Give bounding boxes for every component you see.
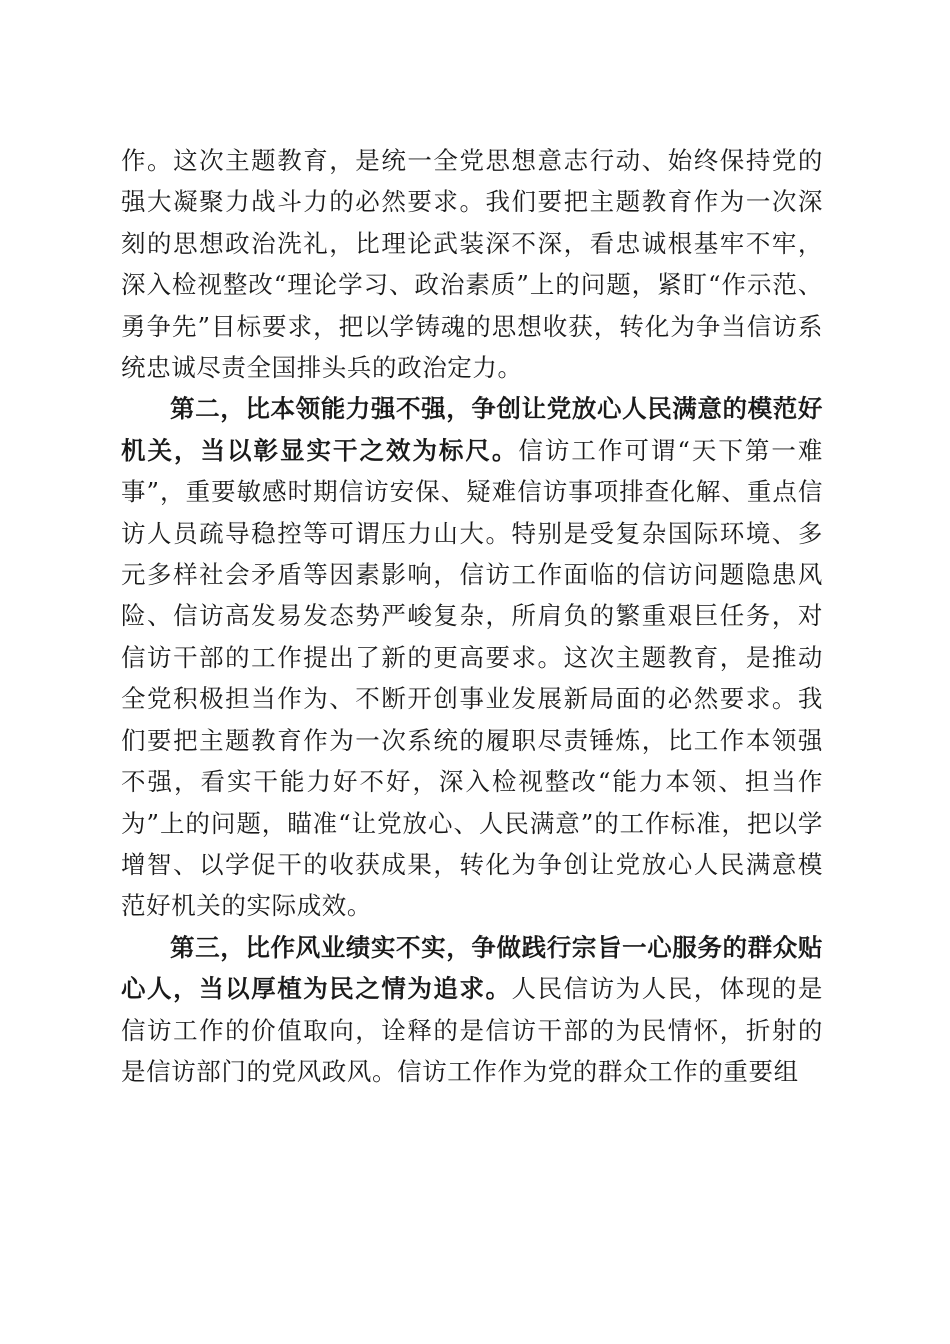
- paragraph-2-lead: 第二，比本领能力强不强，争创让党放心人民满意的模范好机关，当以彰显实干之效为标尺。: [121, 394, 823, 465]
- paragraph-1: [121, 140, 823, 388]
- paragraph-3-lead: 第三，比作风业绩实不实，争做践行宗旨一心服务的群众贴心人，当以厚植为民之情为追求。: [121, 932, 823, 1004]
- paragraph-1-text: 作。这次主题教育，是统一全党思想意志行动、始终保持党的强大凝聚力战斗力的必然要求。我们要把主题教育作为一次深刻的思想政治洗礼，比理论武装深不深，看忠诚根基牢不牢，深入检视整改“理论学习、政治素质”上的问题，紧盯“作示范、勇争先”目标要求，把以学铸魂的思想收获，转化为争当信访系统忠诚尽责全国排头兵的政治定力。: [121, 146, 823, 383]
- document-body: [121, 140, 823, 1092]
- paragraph-3-text: 人民信访为人民，体现的是信访工作的价值取向，诠释的是信访干部的为民情怀，折射的是信访部门的党风政风。信访工作作为党的群众工作的重要组: [121, 974, 824, 1086]
- paragraph-2-text: 信访工作可谓“天下第一难事”，重要敏感时期信访安保、疑难信访事项排查化解、重点信访人员疏导稳控等可谓压力山大。特别是受复杂国际环境、多元多样社会矛盾等因素影响，信访工作面临的信访问题隐患风险、信访高发易发态势严峻复杂，所肩负的繁重艰巨任务，对信访干部的工作提出了新的更高要求。这次主题教育，是推动全党积极担当作为、不断开创事业发展新局面的必然要求。我们要把主题教育作为一次系统的履职尽责锤炼，比工作本领强不强，看实干能力好不好，深入检视整改“能力本领、担当作为”上的问题，瞄准“让党放心、人民满意”的工作标准，把以学增智、以学促干的收获成果，转化为争创让党放心人民满意模范好机关的实际成效。: [121, 435, 823, 921]
- paragraph-3: [121, 927, 823, 1093]
- paragraph-2: [121, 388, 823, 926]
